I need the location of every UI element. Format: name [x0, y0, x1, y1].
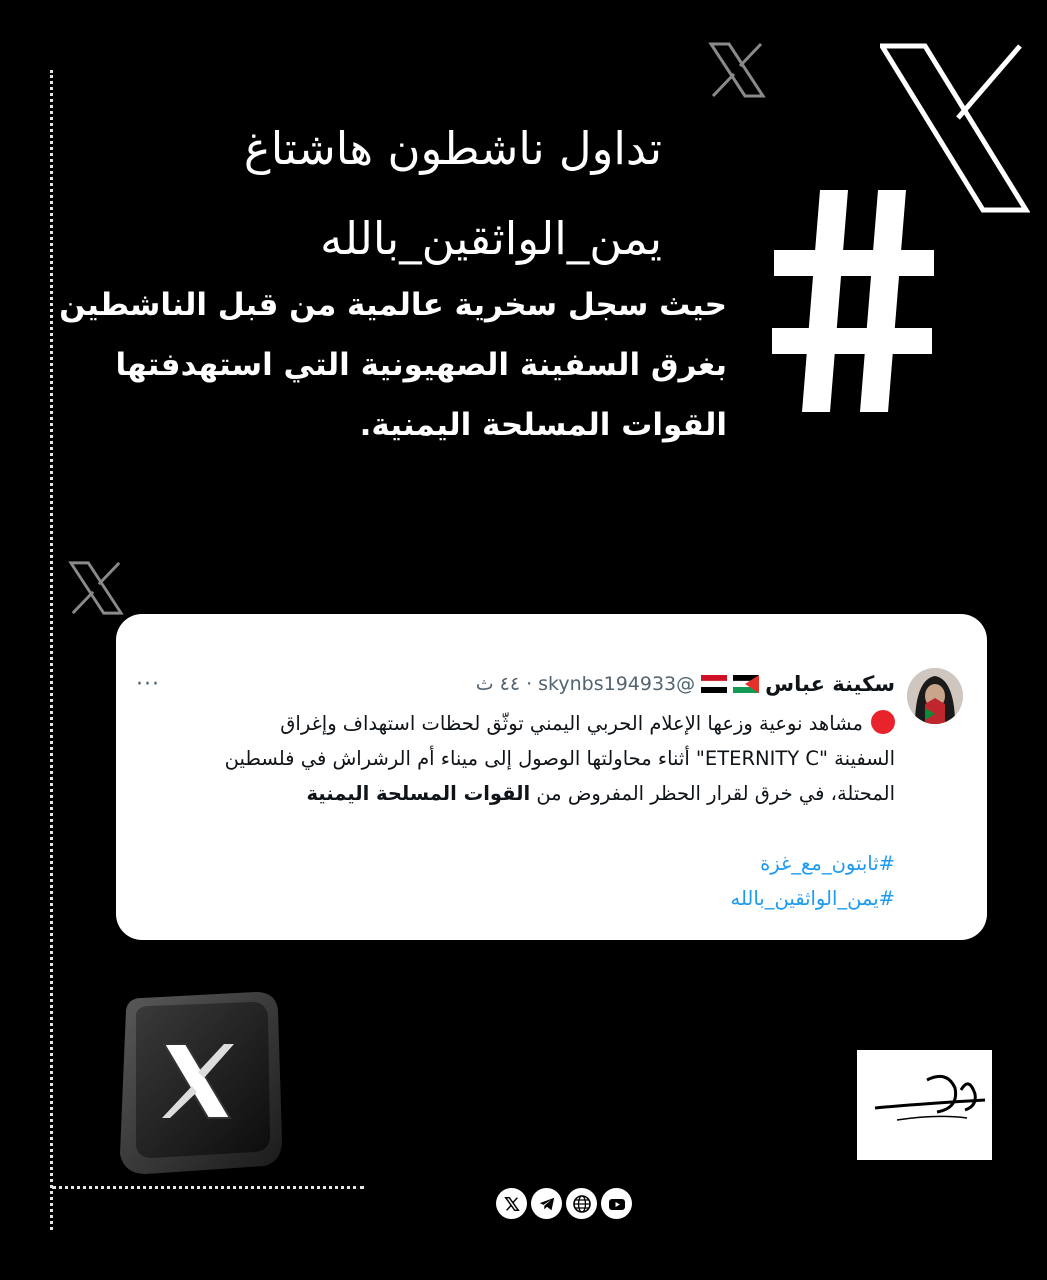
hashtag-link-1[interactable]: #ثابتون_مع_غزة — [760, 852, 895, 875]
headline-line-2: يمن_الواثقين_بالله — [320, 212, 662, 265]
tweet-text — [155, 706, 895, 916]
x-logo-icon — [707, 42, 767, 98]
headline-line-1: تداول ناشطون هاشتاغ — [243, 122, 662, 175]
calligraphy-logo-icon — [857, 1050, 992, 1160]
palestine-flag-icon — [733, 675, 759, 693]
red-circle-icon — [871, 710, 895, 734]
dotted-border-bottom — [52, 1186, 364, 1189]
youtube-icon[interactable] — [601, 1188, 632, 1219]
hashtag-link-2[interactable]: #يمن_الواثقين_بالله — [730, 887, 895, 910]
tweet-card[interactable] — [116, 614, 987, 940]
brand-logo — [857, 1050, 992, 1160]
body-text — [59, 275, 727, 455]
avatar[interactable] — [907, 668, 963, 724]
tweet-separator: · — [526, 673, 533, 695]
x-app-icon — [106, 990, 284, 1175]
tweet-author-name[interactable]: سكينة عباس — [765, 672, 895, 696]
more-options-icon[interactable]: ··· — [136, 672, 160, 697]
body-line-3: القوات المسلحة اليمنية. — [359, 407, 727, 443]
tweet-header — [476, 672, 895, 696]
body-line-2: بغرق السفينة الصهيونية التي استهدفتها — [115, 347, 727, 383]
tweet-line-1: مشاهد نوعية وزعها الإعلام الحربي اليمني توثّق لحظات استهداف وإغراق — [155, 706, 895, 741]
body-line-1: حيث سجل سخرية عالمية من قبل الناشطين — [59, 287, 727, 323]
social-icons — [496, 1188, 632, 1219]
globe-icon[interactable] — [566, 1188, 597, 1219]
tweet-line-3: المحتلة، في خرق لقرار الحظر المفروض من القوات المسلحة اليمنية — [306, 782, 895, 805]
x-logo-icon — [67, 560, 125, 616]
hashtag-icon — [768, 180, 938, 420]
x-icon[interactable] — [496, 1188, 527, 1219]
dotted-border-left — [50, 70, 53, 1230]
yemen-flag-icon — [701, 675, 727, 693]
tweet-time[interactable]: ٤٤ ث — [475, 673, 521, 695]
tweet-handle[interactable]: @skynbs194933 — [538, 673, 696, 695]
tweet-line-2: السفينة "ETERNITY C" أثناء محاولتها الوصول إلى ميناء أم الرشراش في فلسطين — [224, 747, 895, 770]
telegram-icon[interactable] — [531, 1188, 562, 1219]
